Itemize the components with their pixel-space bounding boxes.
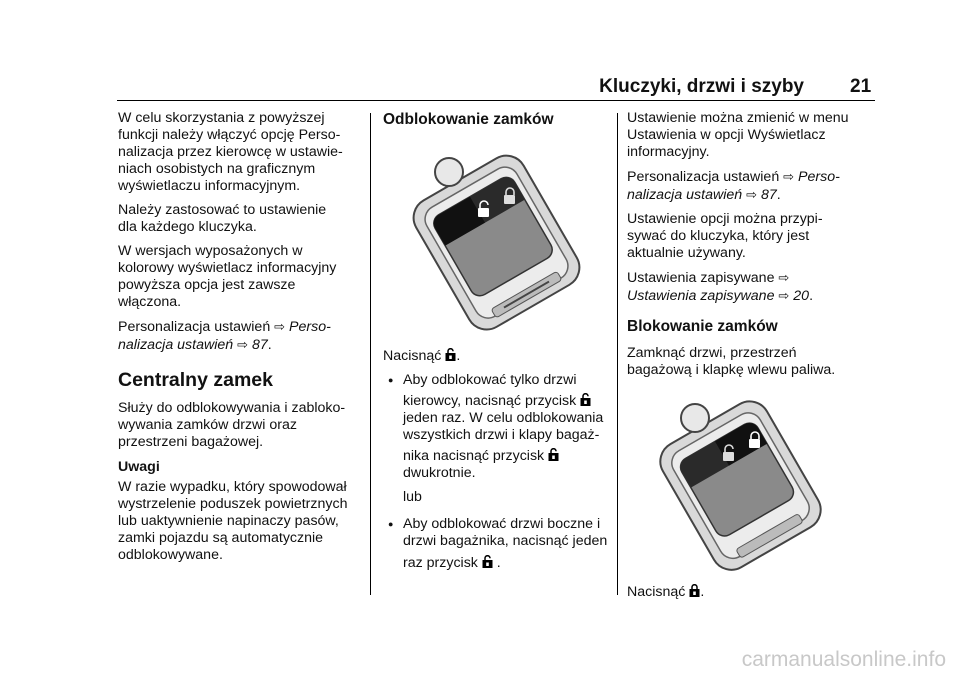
ref-arrow-icon: ⇨ <box>746 187 758 202</box>
unlock-icon <box>580 393 591 407</box>
key-fob-illustration-unlock <box>383 140 603 336</box>
column-3 <box>627 110 877 608</box>
cross-reference[interactable]: Personalizacja ustawień ⇨ Perso- nalizacja ustawień ⇨ 87. <box>118 319 331 353</box>
ref-link[interactable]: nalizacja ustawień <box>627 187 743 203</box>
column-divider-2 <box>617 113 618 595</box>
key-fob-illustration-lock <box>627 386 847 576</box>
lock-icon <box>689 584 700 598</box>
list-item: ● Aby odblokować drzwi boczne i drzwi bagażnika, nacisnąć jeden raz przycisk . <box>388 516 608 571</box>
column-1 <box>118 110 368 571</box>
paragraph-1: W celu skorzystania z powyższej funkcji należy włączyć opcję Perso- nalizacja przez kierowcę w ustawie- niach osobistych na graficznym wyświetlaczu informacyjnym. <box>118 110 343 194</box>
page-number: 21 <box>850 76 872 97</box>
unlock-icon <box>482 555 493 569</box>
paragraph-3: W wersjach wyposażonych w kolorowy wyświetlacz informacyjny powyższa opcja jest zawsze włączona. <box>118 243 337 310</box>
paragraph-2: Należy zastosować to ustawienie dla każdego kluczyka. <box>118 202 327 235</box>
ref-arrow-icon: ⇨ <box>778 270 790 285</box>
paragraph-1: Ustawienie można zmienić w menu Ustawienia w opcji Wyświetlacz informacyjny. <box>627 110 849 160</box>
ref-arrow-icon: ⇨ <box>237 337 249 352</box>
section-title: Kluczyki, drzwi i szyby <box>599 76 804 97</box>
ref-link[interactable]: nalizacja ustawień <box>118 337 234 353</box>
instruction-press-lock: Nacisnąć . <box>627 584 705 600</box>
header-rule <box>117 100 875 101</box>
or-text: lub <box>403 489 422 505</box>
paragraph-4: Służy do odblokowywania i zabloko- wywania zamków drzwi oraz przestrzeni bagażowej. <box>118 400 346 450</box>
ref-link[interactable]: Perso- <box>798 169 840 185</box>
ref-page[interactable]: 87 <box>251 337 268 353</box>
cross-reference[interactable]: Personalizacja ustawień ⇨ Perso- nalizacja ustawień ⇨ 87. <box>627 169 840 203</box>
ref-link[interactable]: Ustawienia zapisywane <box>627 288 775 304</box>
unlock-icon <box>445 348 456 362</box>
column-2 <box>383 110 613 579</box>
ref-arrow-icon: ⇨ <box>783 169 795 184</box>
instruction-press-unlock: Nacisnąć . <box>383 348 461 364</box>
ref-link[interactable]: Perso- <box>289 319 331 335</box>
ref-arrow-icon: ⇨ <box>274 319 286 334</box>
column-divider-1 <box>370 113 371 595</box>
heading-unlock: Odblokowanie zamków <box>383 111 554 128</box>
ref-arrow-icon: ⇨ <box>778 288 790 303</box>
cross-reference[interactable]: Ustawienia zapisywane ⇨ Ustawienia zapisywane ⇨ 20. <box>627 270 814 304</box>
ref-page[interactable]: 87 <box>760 187 777 203</box>
heading-lock: Blokowanie zamków <box>627 318 778 335</box>
note-text: W razie wypadku, który spowodował wystrzelenie poduszek powietrznych lub uaktywnienie napinaczy pasów, zamki pojazdu są automatycznie odblokowywane. <box>118 479 348 563</box>
unlock-icon <box>548 448 559 462</box>
ref-page[interactable]: 20 <box>793 288 810 304</box>
watermark: carmanualsonline.info <box>741 648 946 671</box>
heading-central-lock: Centralny zamek <box>118 369 273 391</box>
list-item: ● Aby odblokować tylko drzwi kierowcy, nacisnąć przycisk jeden raz. W celu odblokowania wszystkich drzwi i klapy bagaż- nika nacisnąć przycisk dwukrotnie. <box>388 372 604 481</box>
paragraph-3: Zamknąć drzwi, przestrzeń bagażową i klapkę wlewu paliwa. <box>627 345 836 378</box>
note-title: Uwagi <box>118 459 160 475</box>
paragraph-2: Ustawienie opcji można przypi- sywać do kluczyka, który jest aktualnie używany. <box>627 211 823 261</box>
